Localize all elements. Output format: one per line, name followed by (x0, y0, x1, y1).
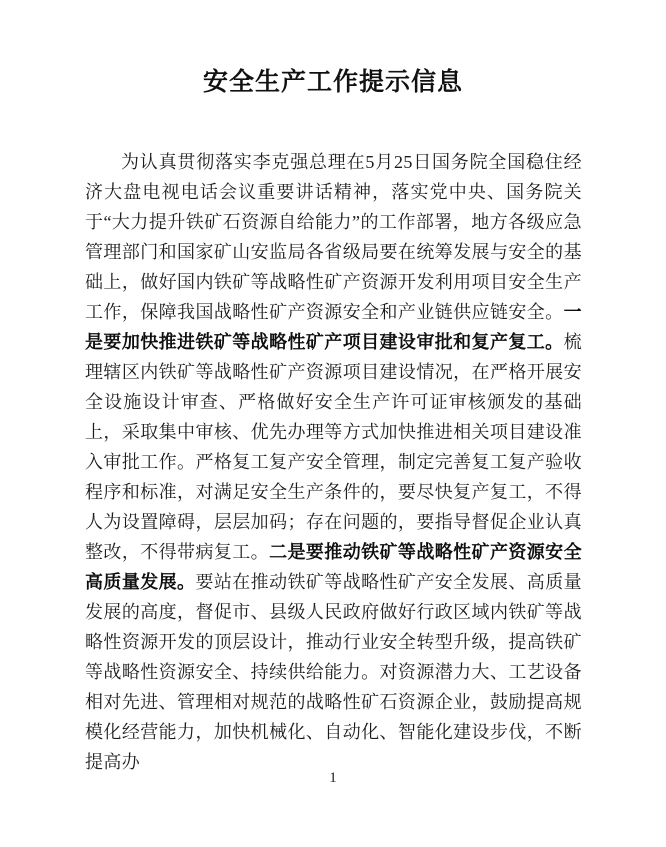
emphasis-segment: 二是要推动铁矿等战略性矿产资源安全高质量发展。 (85, 542, 582, 592)
text-segment: 梳理辖区内铁矿等战略性矿产资源项目建设情况，在严格开展安全设施设计审查、严格做好安全生产许可证审核颁发的基础上，采取集中审核、优先办理等方式加快推进相关项目建设准入审批工作。严格复工复产安全管理，制定完善复工复产验收程序和标准，对满足安全生产条件的，要尽快复产复工，不得人为设置障碍，层层加码；存在问题的，要指导督促企业认真整改，不得带病复工。 (85, 332, 582, 562)
text-segment: 要站在推动铁矿等战略性矿产安全发展、高质量发展的高度，督促市、县级人民政府做好行政区域内铁矿等战略性资源开发的顶层设计，推动行业安全转型升级，提高铁矿等战略性资源安全、持续供给能力。对资源潜力大、工艺设备相对先进、管理相对规范的战略性矿石资源企业，鼓励提高规模化经营能力，加快机械化、自动化、智能化建设步伐，不断提高办 (85, 572, 582, 772)
document-title: 安全生产工作提示信息 (202, 69, 463, 96)
text-segment: 为认真贯彻落实李克强总理在5月25日国务院全国稳住经济大盘电视电话会议重要讲话精神，落实党中央、国务院关于“大力提升铁矿石资源自给能力”的工作部署，地方各级应急管理部门和国家矿山安监局各省级局要在统筹发展与安全的基础上，做好国内铁矿等战略性矿产资源开发利用项目安全生产工作，保障我国战略性矿产资源安全和产业链供应链安全。 (85, 152, 582, 322)
body-paragraph (85, 147, 582, 777)
page-number: 1 (329, 770, 337, 786)
emphasis-segment: 一是要加快推进铁矿等战略性矿产项目建设审批和复产复工。 (85, 302, 582, 352)
